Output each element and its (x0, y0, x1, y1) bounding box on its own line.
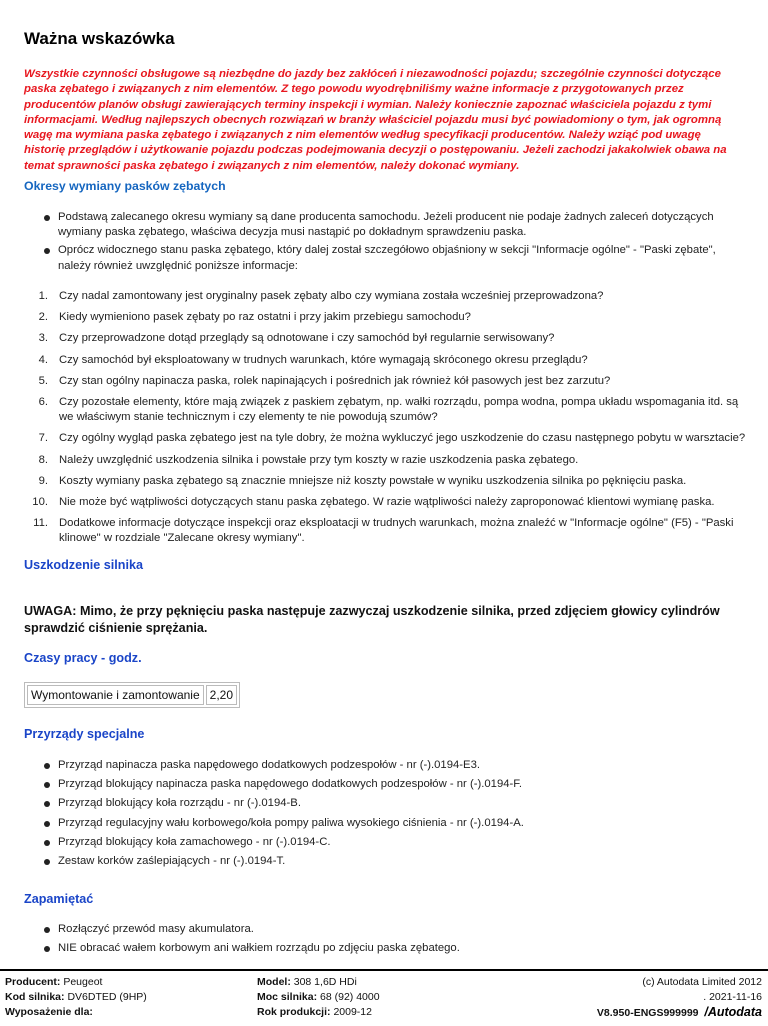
intervals-bullets (24, 210, 749, 274)
footer-model-info: Model: 308 1,6D HDi Moc silnika: 68 (92) 4000 Rok produkcji: 2009-12 (257, 976, 380, 1018)
list-item: Przyrząd blokujący napinacza paska napędowego dodatkowych podzespołów - nr (-).0194-F. (24, 777, 749, 792)
version-code: V8.950-ENGS999999 (596, 1007, 699, 1019)
footer-publisher-info (597, 975, 762, 1021)
list-item: Rozłączyć przewód masy akumulatora. (24, 922, 749, 937)
list-item: 1. Czy nadal zamontowany jest oryginalny pasek zębaty albo czy wymiana została wcześniej przeprowadzona? (38, 290, 604, 302)
engine-code-value: DV6DTED (9HP) (67, 991, 147, 1003)
footer (0, 969, 768, 1026)
print-date: . 2021-11-16 (703, 991, 762, 1003)
list-item: Podstawą zalecanego okresu wymiany są dane producenta samochodu. Jeżeli producent nie podaje żadnych zaleceń dotyczących wymiany paska zębatego, właściwa decyzja musi nastąpić po dokładnym sprawdzeniu paska. (24, 210, 749, 240)
labour-heading: Czasy pracy - godz. (24, 651, 142, 665)
list-item: 7. Czy ogólny wygląd paska zębatego jest na tyle dobry, że można wykluczyć jego uszkodzenie do czasu następnego pobytu w warsztacie? (38, 432, 746, 445)
copyright-text: (c) Autodata Limited 2012 (642, 976, 762, 988)
model-value: 308 1,6D HDi (293, 976, 357, 988)
list-item: 5. Czy stan ogólny napinacza paska, rolek napinających i pośrednich jak również kół pasowych jest bez zarzutu? (38, 374, 611, 387)
list-item: Zestaw korków zaślepiających - nr (-).0194-T. (24, 854, 749, 869)
list-item: 6. Czy pozostałe elementy, które mają związek z paskiem zębatym, np. wałki rozrządu, pompa wodna, pompa układu wspomagania itd. są we właściwym stanie technicznym i czy elementy te nie powodują szumów? (38, 396, 739, 424)
list-item: 11. Dodatkowe informacje dotyczące inspekcji oraz eksploatacji w trudnych warunkach, można znaleźć w "Informacje ogólne" (F5) - "Paski klinowe" w rozdziale "Zalecane okresy wymiany". (33, 517, 734, 545)
labour-value-cell: 2,20 (206, 685, 237, 705)
tools-heading: Przyrządy specjalne (24, 727, 145, 741)
list-item: 4. Czy samochód był eksploatowany w trudnych warunkach, które wymagają skróconego okresu przeglądu? (38, 353, 588, 366)
labour-label-cell: Wymontowanie i zamontowanie (27, 685, 204, 705)
list-item: NIE obracać wałem korbowym ani wałkiem rozrządu po zdjęciu paska zębatego. (24, 941, 749, 956)
year-value: 2009-12 (333, 1006, 372, 1018)
autodata-logo: /Autodata (704, 1005, 762, 1019)
warning-paragraph: Wszystkie czynności obsługowe są niezbędne do jazdy bez zakłóceń i niezawodności pojazdu; szczególnie czynności dotyczące paska zębatego i związanych z nim elementów. Z tego powodu wyodrębniliśmy ważne informacje z przygotowanych przez producentów planów obsługi zawierających terminy inspekcji i wymian. Należy koniecznie zapoznać właściciela pojazdu z tymi informacjami. Według najlepszych obecnych rozwiązań w branży właściciel pojazdu musi być powiadomiony o tym, jak ogromną wagę ma wymiana paska zębatego i związanych z nim elementów według specyfikacji producentów. Należy wziąć pod uwagę historię przeglądów i użytkowanie pojazdu podczas podejmowania decyzji o postępowaniu. Jeżeli zachodzi jakakolwiek obawa na temat sprawności paska zębatego i związanych z nim elementów, należy dokonać wymiany. (24, 68, 727, 172)
list-item: 10. Nie może być wątpliwości dotyczących stanu paska zębatego. W razie wątpliwości należy zaproponować klientowi wymianę paska. (32, 496, 715, 509)
engine-damage-note: UWAGA: Mimo, że przy pęknięciu paska następuje zazwyczaj uszkodzenie silnika, przed zdjęciem głowicy cylindrów sprawdzić ciśnienie sprężania. (24, 604, 720, 635)
list-item: 2. Kiedy wymieniono pasek zębaty po raz ostatni i przy jakim przebiegu samochodu? (38, 311, 471, 324)
list-item: Przyrząd blokujący koła zamachowego - nr (-).0194-C. (24, 835, 749, 850)
intervals-heading: Okresy wymiany pasków zębatych (24, 179, 226, 193)
list-item: 3. Czy przeprowadzone dotąd przeglądy są odnotowane i czy samochód był regularnie serwisowany? (38, 332, 555, 345)
list-item: Przyrząd blokujący koła rozrządu - nr (-).0194-B. (24, 796, 749, 811)
table-row (27, 685, 237, 705)
engine-damage-heading: Uszkodzenie silnika (24, 558, 143, 572)
footer-vehicle-info: Producent: Peugeot Kod silnika: DV6DTED (9HP) Wyposażenie dla: (5, 976, 147, 1018)
list-item: 9. Koszty wymiany paska zębatego są znacznie mniejsze niż koszty powstałe w wyniku uszkodzenia silnika po pęknięciu paska. (38, 474, 687, 487)
questions-list (24, 289, 749, 547)
remember-list (24, 922, 749, 956)
list-item: Oprócz widocznego stanu paska zębatego, który dalej został szczegółowo objaśniony w sekcji "Informacje ogólne" - "Paski zębate", należy również uwzględnić poniższe informacje: (24, 243, 749, 273)
list-item: Przyrząd napinacza paska napędowego dodatkowych podzespołów - nr (-).0194-E3. (24, 758, 749, 773)
list-item: Przyrząd regulacyjny wału korbowego/koła pompy paliwa wysokiego ciśnienia - nr (-).0194-A. (24, 816, 749, 831)
producer-value: Peugeot (63, 976, 103, 988)
labour-table (24, 682, 240, 708)
power-value: 68 (92) 4000 (320, 991, 380, 1003)
tools-list (24, 758, 749, 869)
remember-heading: Zapamiętać (24, 892, 94, 906)
page-title: Ważna wskazówka (24, 29, 175, 48)
list-item: 8. Należy uwzględnić uszkodzenia silnika i powstałe przy tym koszty w razie uszkodzenia paska zębatego. (38, 453, 579, 466)
